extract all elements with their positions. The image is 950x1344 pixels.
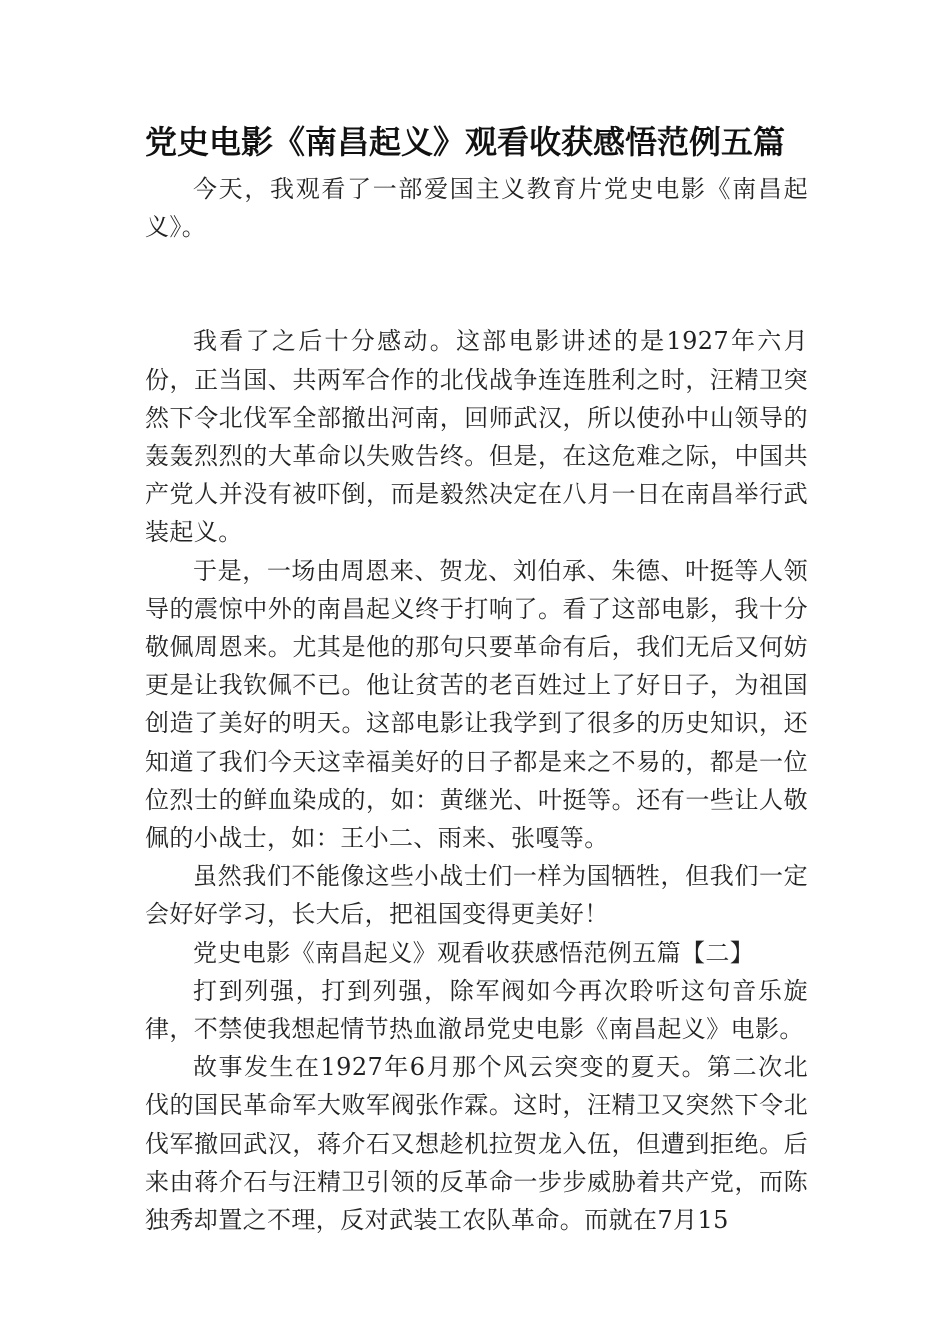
paragraph-history: 故事发生在1927年6月那个风云突变的夏天。第二次北伐的国民革命军大败军阀张作霖。这时，汪精卫又突然下令北伐军撤回武汉，蒋介石又想趁机拉贺龙入伍，但遭到拒绝。后来由蒋介石与汪精卫引领的反革命一步步威胁着共产党，而陈独秀却置之不理，反对武装工农队革命。而就在7月15 — [145, 1053, 808, 1235]
paragraph-story-summary: 我看了之后十分感动。这部电影讲述的是1927年六月份，正当国、共两军合作的北伐战争连连胜利之时，汪精卫突然下令北伐军全部撤出河南，回师武汉，所以使孙中山领导的轰轰烈烈的大革命以失败告终。但是，在这危难之际，中国共产党人并没有被吓倒，而是毅然决定在八月一日在南昌举行武装起义。 — [145, 327, 808, 547]
paragraph-music-memory: 打到列强，打到列强，除军阀如今再次聆听这句音乐旋律，不禁使我想起情节热血澈昂党史电影《南昌起义》电影。 — [145, 976, 808, 1044]
paragraph-resolution: 虽然我们不能像这些小战士们一样为国牺牲，但我们一定会好好学习，长大后，把祖国变得更美好！ — [145, 862, 808, 929]
section-heading-two: 党史电影《南昌起义》观看收获感悟范例五篇【二】 — [193, 938, 755, 967]
document-body — [145, 170, 808, 1239]
document-title: 党史电影《南昌起义》观看收获感悟范例五篇 — [145, 123, 786, 161]
paragraph-reflection: 于是，一场由周恩来、贺龙、刘伯承、朱德、叶挺等人领导的震惊中外的南昌起义终于打响了。看了这部电影，我十分敬佩周恩来。尤其是他的那句只要革命有后，我们无后又何妨更是让我钦佩不已。他让贫苦的老百姓过上了好日子，为祖国创造了美好的明天。这部电影让我学到了很多的历史知识，还知道了我们今天这幸福美好的日子都是来之不易的，都是一位位烈士的鲜血染成的，如：黄继光、叶挺等。还有一些让人敬佩的小战士，如：王小二、雨来、张嘎等。 — [145, 556, 808, 853]
paragraph-intro: 今天，我观看了一部爱国主义教育片党史电影《南昌起义》。 — [145, 175, 808, 242]
paragraph-gap — [145, 246, 808, 322]
